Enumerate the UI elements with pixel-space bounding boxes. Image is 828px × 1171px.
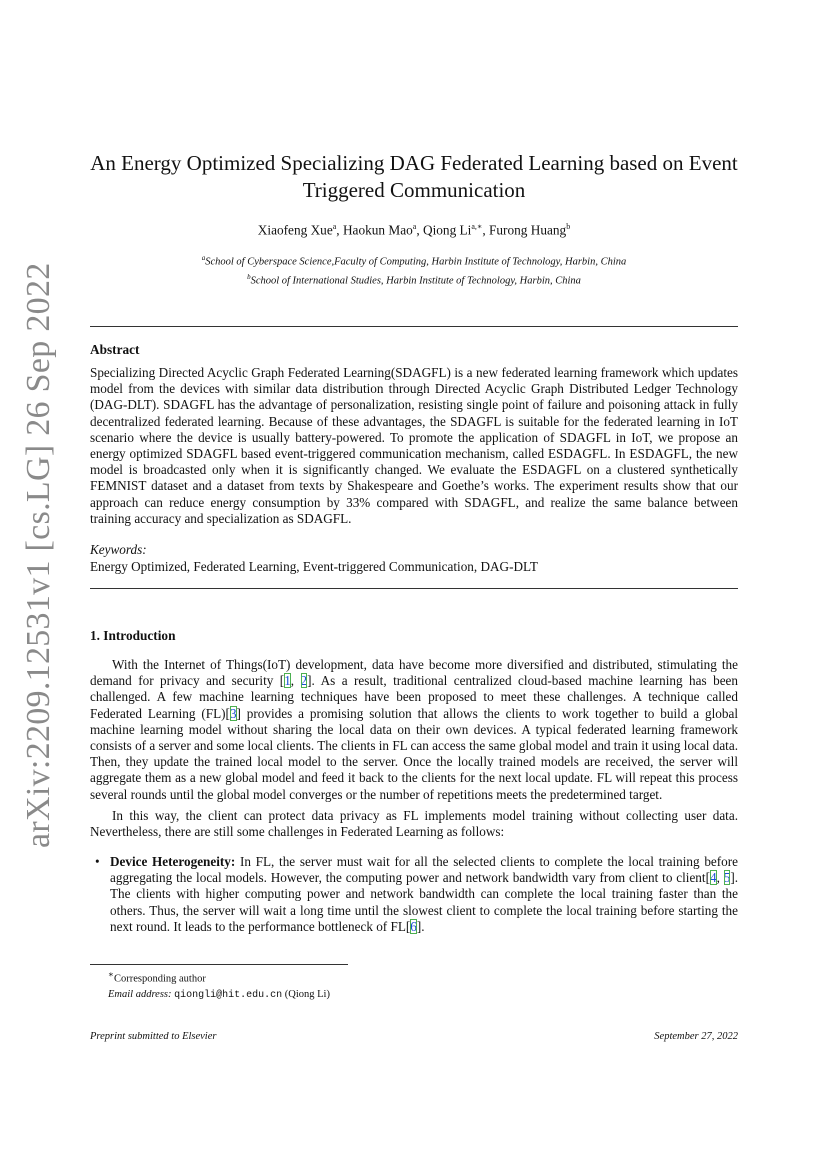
footer-date: September 27, 2022 [654,1031,738,1042]
affiliation-text: School of Cyberspace Science,Faculty of Computing, Harbin Institute of Technology, Harbin, China [205,256,627,268]
author-sup: b [566,222,571,231]
abstract-text: Specializing Directed Acyclic Graph Federated Learning(SDAGFL) is a new federated learning framework which updates model from the devices with similar data distribution through Directed Acyclic Graph Distributed Ledger Technology (DAG-DLT). SDAGFL has the advantage of personalization, resisting single point of failure and poisoning attack in fully decentralized federated learning. Because of these advantages, the SDAGFL is suitable for the federated learning in IoT scenario where the device is usually battery-powered. To promote the application of SDAGFL in IoT, we propose an energy optimized SDAGFL based event-triggered communication mechanism, called ESDAGFL. In ESDAGFL, the new model is broadcasted only when it is significantly changed. We evaluate the ESDAGFL on a clustered synthetically FEMNIST dataset and a dataset from texts by Shakespeare and Goethe’s works. The experiment results show that our approach can reduce energy consumption by 33% compared with SDAGFL, and realize the same balance between training accuracy and specialization as SDAGFL. [90,365,738,526]
footer-preprint: Preprint submitted to Elsevier [90,1031,217,1042]
author-name: Xiaofeng Xue [257,222,333,238]
bullet-text: In FL, the server must wait for all the selected clients to complete the local training before aggregating the local models. However, the computing power and network bandwidth vary from client to client[ [110,854,738,886]
intro-paragraph-2: In this way, the client can protect data privacy as FL implements model training without collecting user data. Nevertheless, there are still some challenges in Federated Learning as follows: [90,808,738,840]
footnote-rule [90,964,348,965]
citation-link[interactable]: 5 [723,870,731,886]
bullet-label: Device Heterogeneity: [110,854,236,869]
affiliation-item [90,251,738,270]
author-name: Furong Huang [489,222,567,238]
email-label: Email address: [108,988,172,1000]
affiliation-sup: a [201,254,206,262]
title-line-2: Triggered Communication [302,178,526,202]
author-name: Qiong Li [422,222,472,238]
abstract-heading: Abstract [90,342,140,357]
affiliation-sup: b [247,272,251,281]
intro-paragraph-1 [90,657,738,803]
affiliation-item [90,270,738,289]
bullet-device-heterogeneity [95,854,739,935]
citation-link[interactable]: 6 [410,918,417,934]
citation-link[interactable]: 4 [709,870,717,886]
intro-text: ] provides a promising solution that allows the clients to work together to build a global machine learning model without sharing the local data on their own devices. A typical federated learning framework consists of a server and some local clients. The clients in FL can access the same global model and train it using local data. Then, they update the trained local model to the server. Once the locally trained models are received, the server will aggregate them as a new global model and feed it back to the clients for the next local update. FL will repeat this process several rounds until the global model converges or the number of repetitions meets the predetermined target. [90,705,738,802]
author-list: Xiaofeng Xue$^a$, Haokun Mao$^a$, Qiong $Li^{a,∗}$, Furong Huang$^b$ [257,222,571,238]
bullet-text: ]. [416,918,425,934]
intro-text: With the Internet of Things(IoT) development, data have become more diversified and distributed, stimulating the demand for privacy and security [ [90,657,738,689]
paper-title [90,150,738,204]
citation-separator: , [716,870,724,886]
email-owner: (Qiong Li) [284,988,330,1000]
author-sup: a [412,222,417,231]
email-address[interactable]: qiongli@hit.edu.cn [174,989,283,1001]
affiliation-text: School of International Studies, Harbin Institute of Technology, Harbin, China [250,275,581,286]
citation-link[interactable]: 1 [284,673,291,689]
citation-link[interactable]: 3 [229,705,237,721]
bottom-rule [90,588,738,589]
top-rule [90,326,738,327]
title-line-1: An Energy Optimized Specializing DAG Federated Learning based on Event [90,151,738,175]
citation-separator: , [290,673,301,689]
author-sup: a [332,222,337,231]
bullet-dot: • [95,854,100,869]
author-sup: a,∗ [471,222,483,231]
introduction-heading: 1. Introduction [90,628,176,643]
footnote-email [90,987,330,1003]
affiliations [90,251,738,288]
author-name: Haokun Mao [342,222,413,238]
intro-text: ]. As a result, traditional centralized cloud-based machine learning has been challenged. A few machine learning techniques have been proposed to meet these challenges. A technique called Federated Learning (FL)[ [90,673,738,721]
keywords-text: Energy Optimized, Federated Learning, Event-triggered Communication, DAG-DLT [90,559,538,574]
bullet-body [110,854,738,935]
footnote-corresponding-text: Corresponding author [113,973,206,985]
bullet-text: ]. The clients with higher computing power and network bandwidth can complete the local training faster than the others. Thus, the server will wait a long time until the slowest client to complete the local training before starting the next round. It leads to the performance bottleneck of FL[ [110,870,739,934]
footnote [90,967,330,1003]
citation-link[interactable]: 2 [300,673,308,689]
footnote-mark: ∗ [108,969,114,979]
arxiv-side-stamp: arXiv:2209.12531v1 [cs.LG] 26 Sep 2022 [20,262,57,848]
keywords-label: Keywords: [90,542,147,557]
footnote-corresponding [90,967,330,987]
